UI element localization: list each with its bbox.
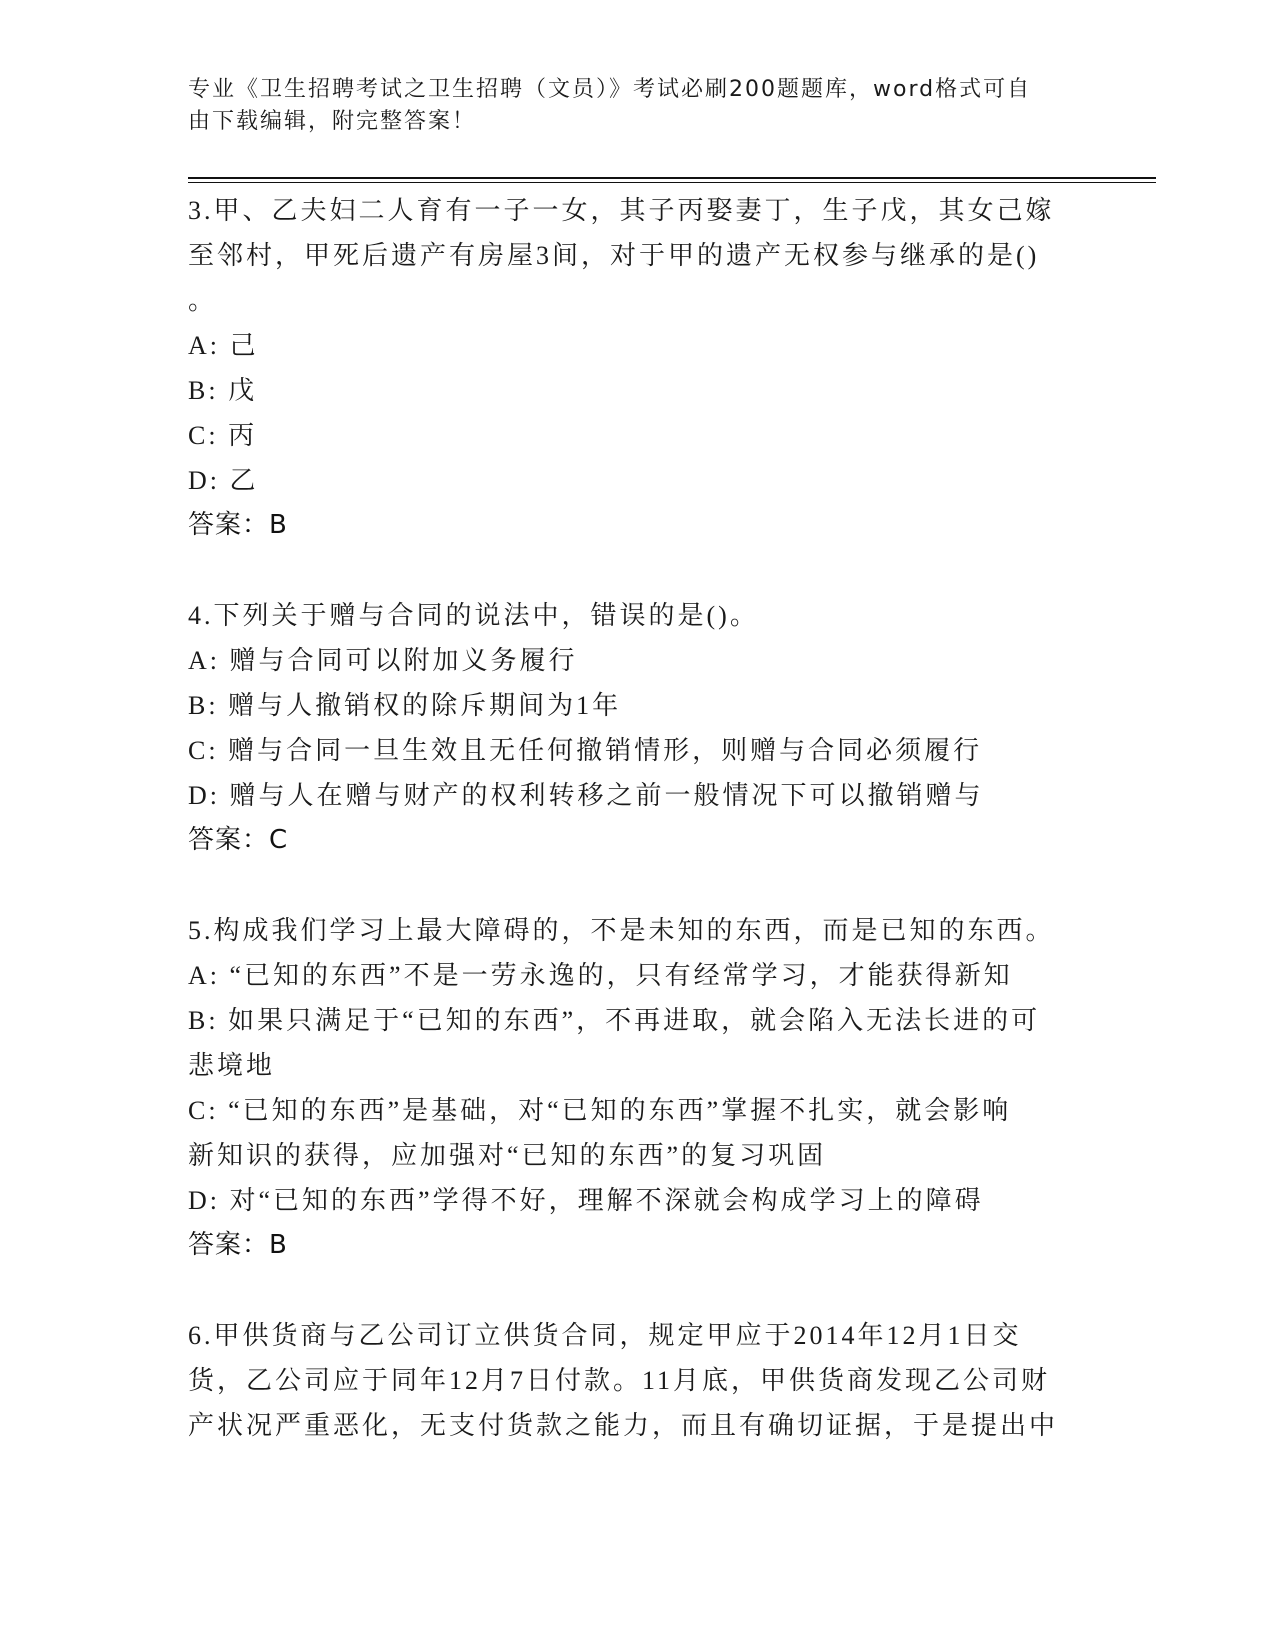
question-5-text-line: 5.构成我们学习上最大障碍的，不是未知的东西，而是已知的东西。 bbox=[188, 916, 1055, 945]
question-4-option-b: B: 赠与人撤销权的除斥期间为1年 bbox=[188, 691, 622, 720]
question-4 bbox=[188, 593, 1088, 863]
question-5-option-c-cont: 新知识的获得，应加强对“已知的东西”的复习巩固 bbox=[188, 1141, 827, 1170]
question-6 bbox=[188, 1313, 1088, 1448]
header-divider-thin bbox=[188, 182, 1156, 183]
question-4-option-c: C: 赠与合同一旦生效且无任何撤销情形，则赠与合同必须履行 bbox=[188, 736, 983, 765]
question-4-text-line: 4.下列关于赠与合同的说法中，错误的是()。 bbox=[188, 601, 759, 630]
question-3-text-line: 至邻村，甲死后遗产有房屋3间，对于甲的遗产无权参与继承的是() bbox=[188, 241, 1040, 270]
question-5-option-b: B: 如果只满足于“已知的东西”，不再进取，就会陷入无法长进的可 bbox=[188, 1006, 1041, 1035]
spacer bbox=[188, 863, 1088, 908]
document-header bbox=[188, 74, 1078, 138]
question-3-option-b: B: 戊 bbox=[188, 376, 258, 405]
question-3-option-c: C: 丙 bbox=[188, 421, 258, 450]
question-5 bbox=[188, 908, 1088, 1268]
question-3 bbox=[188, 188, 1088, 548]
question-3-text-line: 。 bbox=[188, 286, 218, 315]
question-6-text-line: 货，乙公司应于同年12月7日付款。11月底，甲供货商发现乙公司财 bbox=[188, 1366, 1051, 1395]
question-4-option-d: D: 赠与人在赠与财产的权利转移之前一般情况下可以撤销赠与 bbox=[188, 781, 984, 810]
question-3-option-a: A: 己 bbox=[188, 331, 259, 360]
question-3-answer: 答案：B bbox=[188, 510, 288, 540]
question-5-option-d: D: 对“已知的东西”学得不好，理解不深就会构成学习上的障碍 bbox=[188, 1186, 984, 1215]
header-line-2: 由下载编辑，附完整答案！ bbox=[188, 109, 477, 134]
spacer bbox=[188, 548, 1088, 593]
spacer bbox=[188, 1268, 1088, 1313]
question-3-text-line: 3.甲、乙夫妇二人育有一子一女，其子丙娶妻丁，生子戊，其女己嫁 bbox=[188, 196, 1055, 225]
question-6-text-line: 6.甲供货商与乙公司订立供货合同，规定甲应于2014年12月1日交 bbox=[188, 1321, 1022, 1350]
header-divider-thick bbox=[188, 177, 1156, 179]
question-5-option-a: A: “已知的东西”不是一劳永逸的，只有经常学习，才能获得新知 bbox=[188, 961, 1013, 990]
question-4-answer: 答案：C bbox=[188, 825, 289, 855]
question-6-text-line: 产状况严重恶化，无支付货款之能力，而且有确切证据，于是提出中 bbox=[188, 1411, 1059, 1440]
header-line-1: 专业《卫生招聘考试之卫生招聘（文员）》考试必刷200题题库，word格式可自 bbox=[188, 77, 1032, 102]
question-4-option-a: A: 赠与合同可以附加义务履行 bbox=[188, 646, 578, 675]
question-5-option-c: C: “已知的东西”是基础，对“已知的东西”掌握不扎实，就会影响 bbox=[188, 1096, 1012, 1125]
question-3-option-d: D: 乙 bbox=[188, 466, 259, 495]
question-5-option-b-cont: 悲境地 bbox=[188, 1051, 276, 1080]
question-5-answer: 答案：B bbox=[188, 1230, 288, 1260]
question-list bbox=[188, 188, 1088, 1448]
